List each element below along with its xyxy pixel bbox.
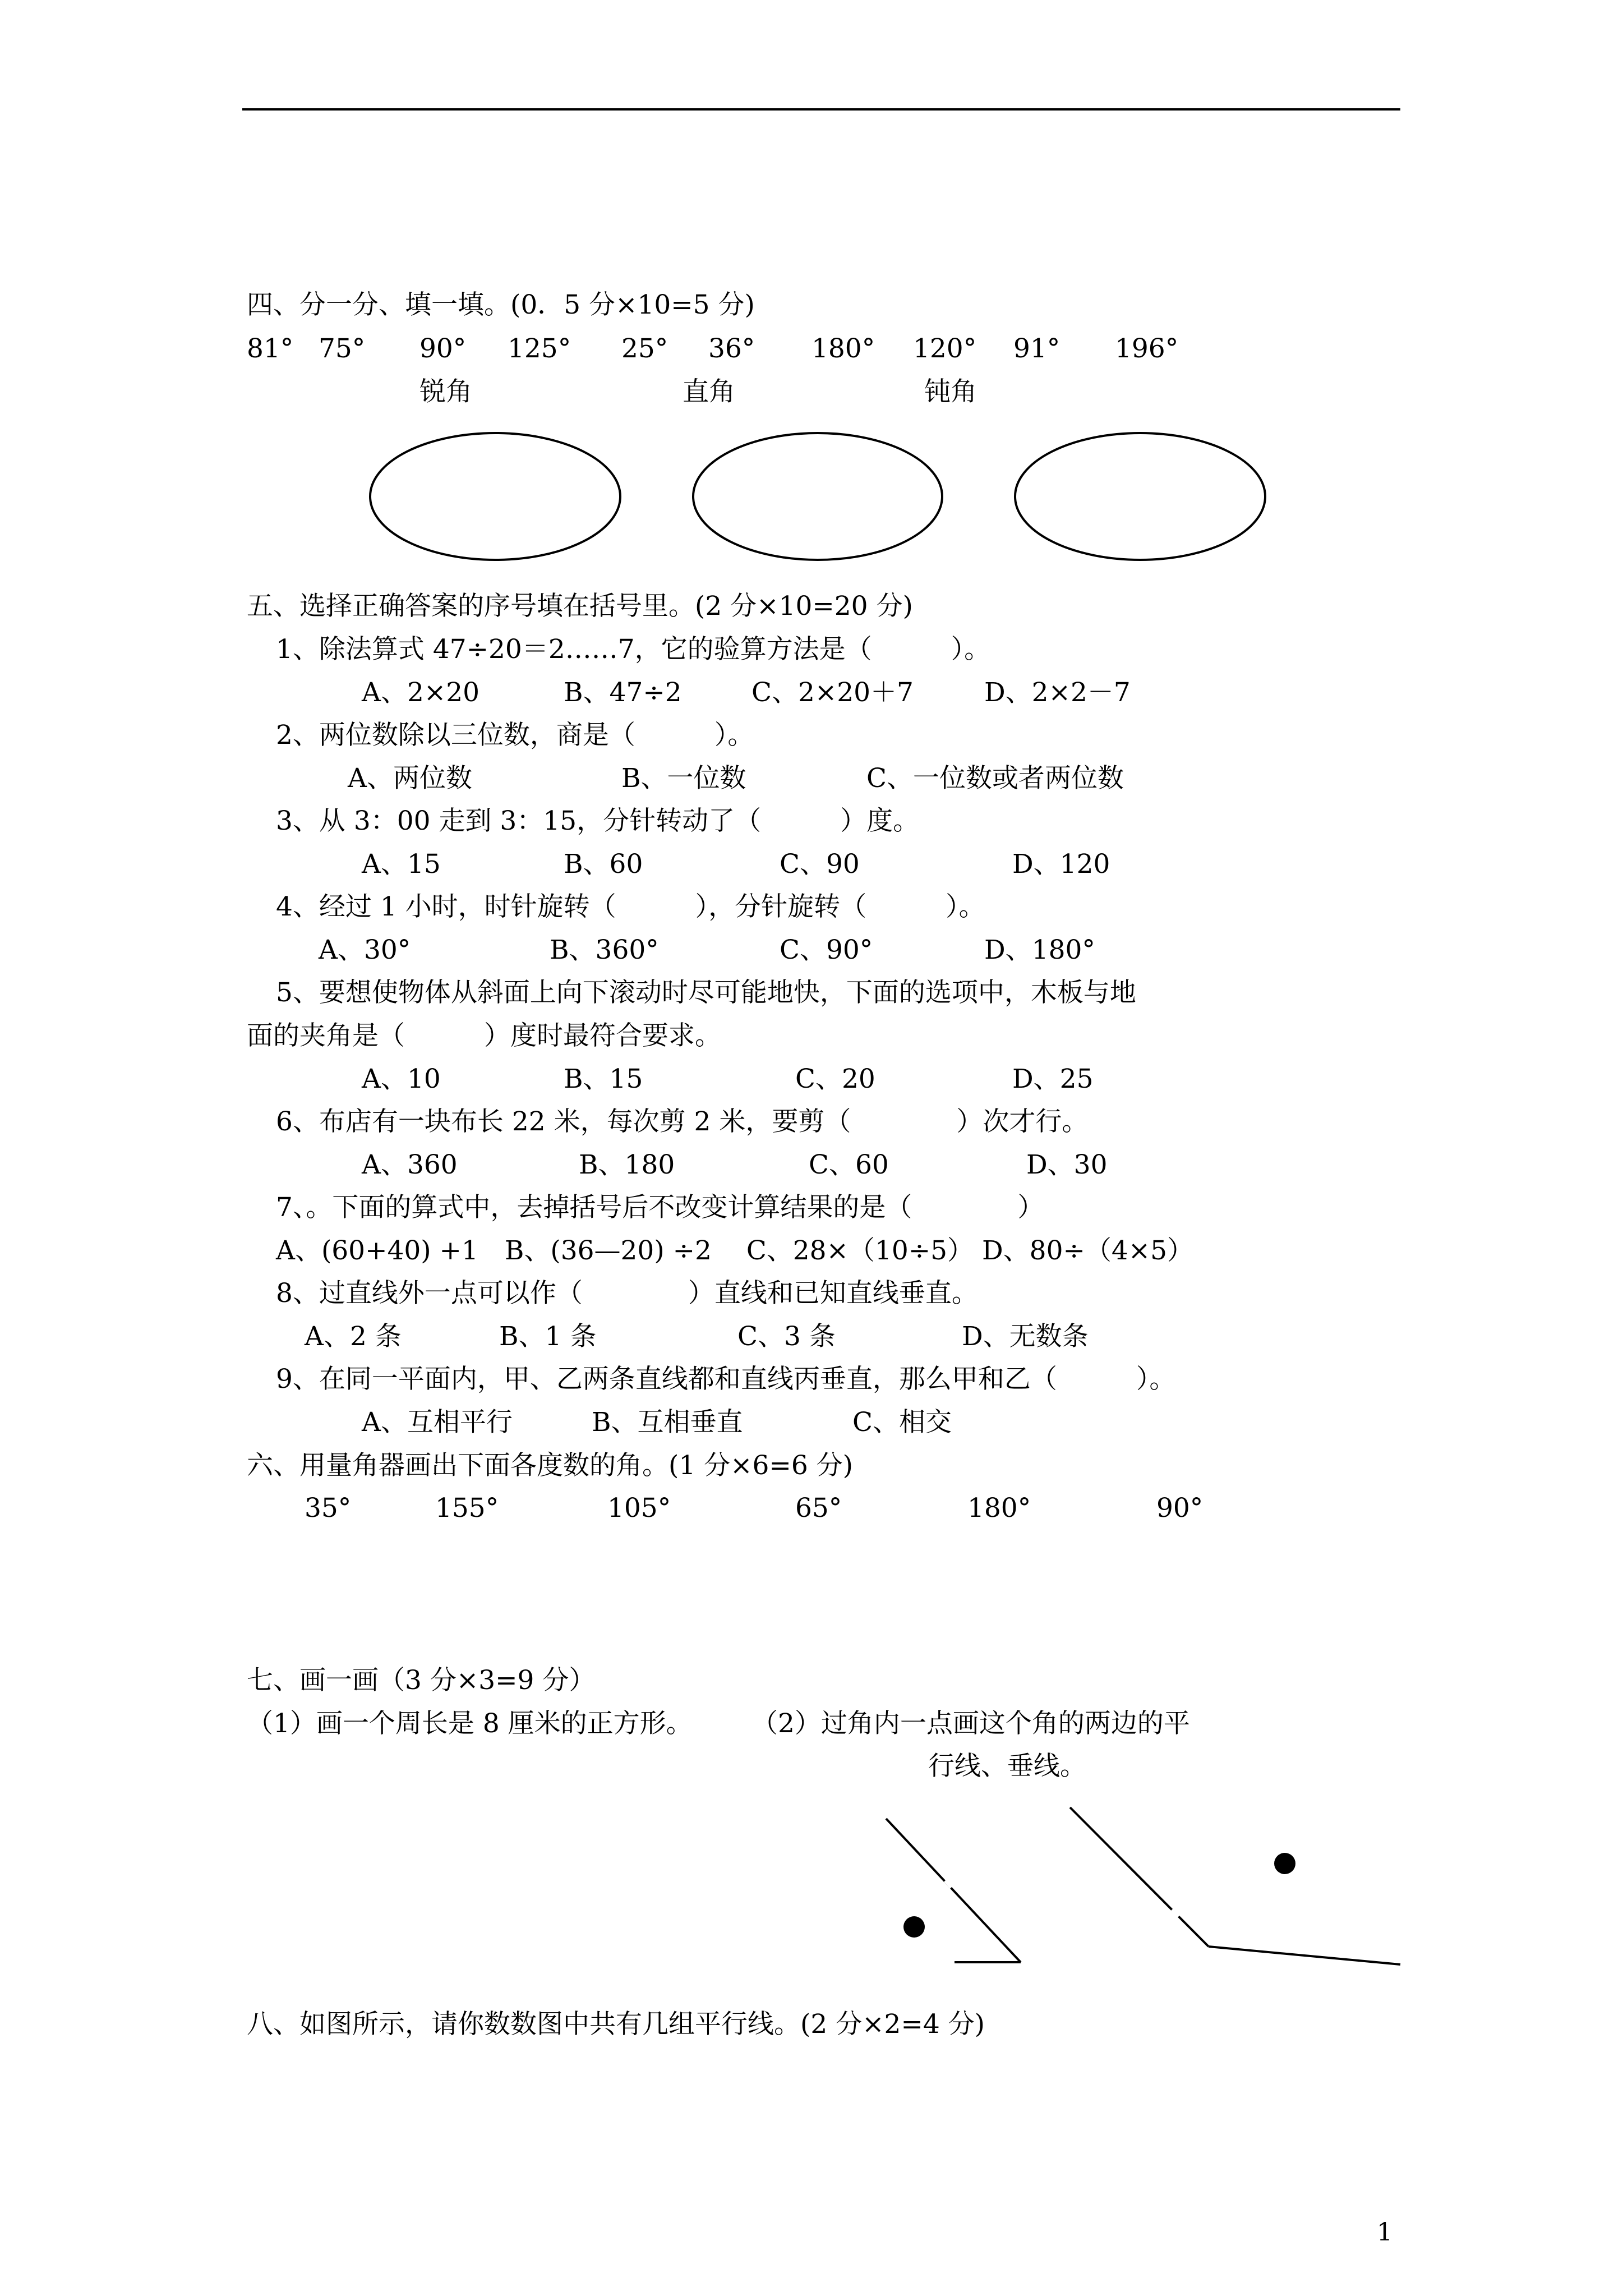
draw-angle-90: 90°: [1156, 1493, 1204, 1524]
q5-option-b: B、15: [564, 1064, 643, 1094]
q2-option-b: B、一位数: [621, 763, 746, 794]
q2-option-a: A、两位数: [348, 763, 472, 794]
question-1: 1、除法算式 47÷20＝2……7，它的验算方法是（ ）。: [276, 634, 991, 665]
section8-title: 八、如图所示，请你数数图中共有几组平行线。(2 分×2=4 分): [247, 2009, 985, 2040]
page-number: 1: [1377, 2218, 1393, 2247]
angle1-point[interactable]: [903, 1916, 925, 1938]
category-obtuse: 钝角: [924, 376, 977, 407]
angle-180: 180°: [811, 333, 875, 364]
q7-options: A、(60+40) +1 B、(36—20) ÷2 C、28×（10÷5） D、80÷（4×5）: [276, 1235, 1194, 1266]
section6-title: 六、用量角器画出下面各度数的角。(1 分×6=6 分): [247, 1450, 854, 1481]
q6-option-a: A、360: [362, 1149, 458, 1180]
section4-title: 四、分一分、填一填。(0．5 分×10=5 分): [247, 289, 755, 320]
q3-option-c: C、90: [780, 849, 860, 880]
draw-angle-105: 105°: [607, 1493, 671, 1524]
q1-option-a: A、2×20: [362, 677, 480, 708]
q4-option-b: B、360°: [550, 935, 659, 965]
q8-option-c: C、3 条: [737, 1321, 836, 1352]
angle-196: 196°: [1115, 333, 1179, 364]
angle-125: 125°: [508, 333, 571, 364]
category-acute: 锐角: [419, 376, 472, 407]
q8-option-a: A、2 条: [305, 1321, 402, 1352]
angle-90: 90°: [419, 333, 467, 364]
q9-option-c: C、相交: [852, 1407, 952, 1438]
draw-angle-155: 155°: [435, 1493, 499, 1524]
question-8: 8、过直线外一点可以作（ ）直线和已知直线垂直。: [276, 1278, 978, 1309]
question-9: 9、在同一平面内，甲、乙两条直线都和直线丙垂直，那么甲和乙（ ）。: [276, 1364, 1176, 1395]
angle-120: 120°: [913, 333, 977, 364]
question-7: 7、。下面的算式中，去掉括号后不改变计算结果的是（ ）: [276, 1192, 1044, 1223]
angle2-side-upper: [1070, 1807, 1209, 1947]
question-3: 3、从 3：00 走到 3：15，分针转动了（ ）度。: [276, 806, 920, 836]
q6-option-c: C、60: [809, 1149, 889, 1180]
angle-91: 91°: [1013, 333, 1061, 364]
draw-angle-180: 180°: [967, 1493, 1031, 1524]
q4-option-a: A、30°: [319, 935, 411, 965]
angle2-point[interactable]: [1274, 1853, 1295, 1874]
q9-option-a: A、互相平行: [362, 1407, 513, 1438]
q4-option-d: D、180°: [984, 935, 1095, 965]
q9-option-b: B、互相垂直: [592, 1407, 743, 1438]
q2-option-c: C、一位数或者两位数: [866, 763, 1124, 794]
q8-option-b: B、1 条: [499, 1321, 597, 1352]
question-6: 6、布店有一块布长 22 米，每次剪 2 米，要剪（ ）次才行。: [276, 1106, 1089, 1137]
q4-option-c: C、90°: [780, 935, 873, 965]
task-2-line1: （2）过角内一点画这个角的两边的平: [751, 1708, 1190, 1739]
q6-option-b: B、180: [579, 1149, 675, 1180]
angle-25: 25°: [621, 333, 668, 364]
task-1: （1）画一个周长是 8 厘米的正方形。: [247, 1708, 693, 1739]
q1-option-d: D、2×2－7: [984, 677, 1131, 708]
q3-option-b: B、60: [564, 849, 643, 880]
angle1-gap-mask: [946, 1880, 952, 1887]
q1-option-c: C、2×20＋7: [751, 677, 914, 708]
section5-title: 五、选择正确答案的序号填在括号里。(2 分×10=20 分): [247, 591, 913, 622]
angle1-side-upper: [886, 1819, 1021, 1962]
section7-title: 七、画一画（3 分×3=9 分）: [247, 1665, 596, 1696]
angle2-gap-mask: [1172, 1910, 1179, 1916]
angle-81: 81°: [247, 333, 294, 364]
angle-36: 36°: [708, 333, 755, 364]
q5-option-c: C、20: [795, 1064, 875, 1094]
q5-option-d: D、25: [1012, 1064, 1094, 1094]
angle-75: 75°: [319, 333, 366, 364]
q3-option-d: D、120: [1012, 849, 1110, 880]
q5-option-a: A、10: [362, 1064, 441, 1094]
q1-option-b: B、47÷2: [564, 677, 682, 708]
question-5-line2: 面的夹角是（ ）度时最符合要求。: [247, 1020, 721, 1051]
q8-option-d: D、无数条: [962, 1321, 1089, 1352]
q3-option-a: A、15: [362, 849, 441, 880]
question-2: 2、两位数除以三位数，商是（ ）。: [276, 720, 754, 751]
angle2-side-right: [1209, 1947, 1400, 1964]
draw-angle-35: 35°: [305, 1493, 352, 1524]
task-2-line2: 行线、垂线。: [928, 1751, 1086, 1782]
question-4: 4、经过 1 小时，时针旋转（ ），分针旋转（ ）。: [276, 891, 985, 922]
category-right: 直角: [683, 376, 735, 407]
q6-option-d: D、30: [1026, 1149, 1108, 1180]
question-5-line1: 5、要想使物体从斜面上向下滚动时尽可能地快，下面的选项中，木板与地: [276, 977, 1136, 1008]
draw-angle-65: 65°: [795, 1493, 842, 1524]
